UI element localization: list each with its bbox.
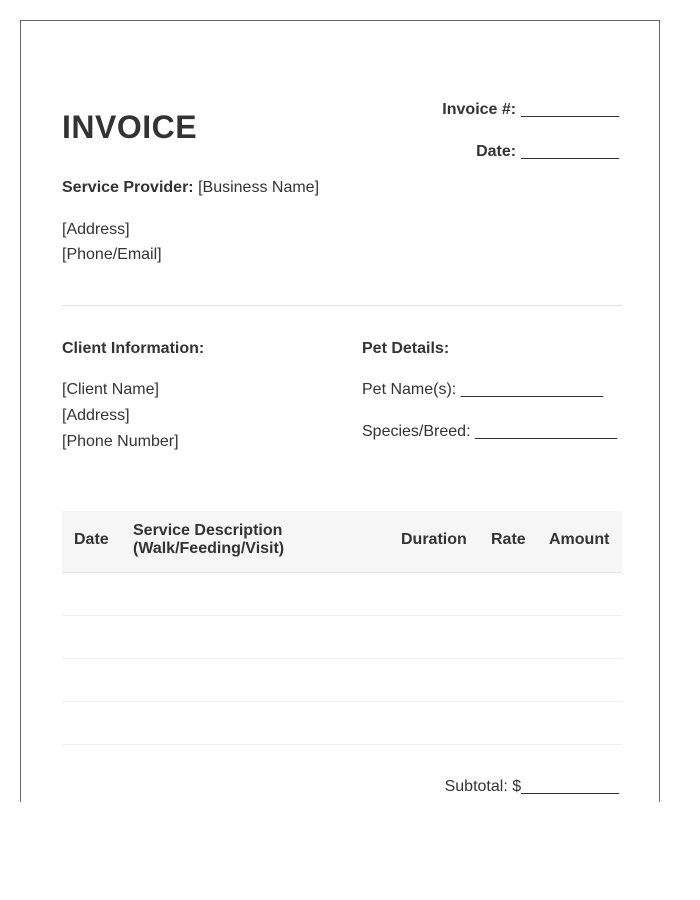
col-description-line2: (Walk/Feeding/Visit) (133, 540, 285, 557)
pet-details-heading: Pet Details: (362, 340, 450, 357)
table-header (62, 511, 622, 573)
client-address: [Address] (62, 407, 130, 424)
invoice-date-label: Date: (476, 143, 517, 160)
client-name: [Client Name] (62, 381, 159, 398)
service-provider (62, 179, 319, 197)
client-info-heading: Client Information: (62, 340, 205, 357)
subtotal-field[interactable]: Subtotal: $___________ (444, 778, 619, 795)
col-date-header: Date (74, 531, 109, 548)
invoice-date-field[interactable]: ___________ (521, 143, 619, 160)
invoice-number-row (442, 101, 619, 119)
col-description-line1: Service Description (133, 522, 283, 539)
col-duration-header: Duration (401, 531, 467, 548)
provider-contact: [Phone/Email] (62, 246, 162, 263)
col-amount-header: Amount (549, 531, 610, 548)
table-row[interactable] (62, 616, 622, 659)
service-provider-label: Service Provider: (62, 179, 194, 196)
services-table (62, 511, 622, 745)
table-row[interactable] (62, 659, 622, 702)
col-rate-header: Rate (491, 531, 526, 548)
section-divider (62, 305, 622, 306)
invoice-number-field[interactable]: ___________ (521, 101, 619, 118)
col-description-header (133, 522, 284, 558)
invoice-sheet (20, 20, 660, 802)
invoice-title: INVOICE (62, 109, 198, 145)
pet-names-field[interactable]: Pet Name(s): ________________ (362, 381, 604, 398)
table-row[interactable] (62, 573, 622, 616)
provider-address: [Address] (62, 221, 130, 238)
client-phone: [Phone Number] (62, 433, 179, 450)
invoice-date-row (476, 143, 619, 161)
species-breed-field[interactable]: Species/Breed: ________________ (362, 423, 618, 440)
business-name: [Business Name] (198, 179, 320, 196)
invoice-number-label: Invoice #: (442, 101, 517, 118)
table-row[interactable] (62, 702, 622, 745)
